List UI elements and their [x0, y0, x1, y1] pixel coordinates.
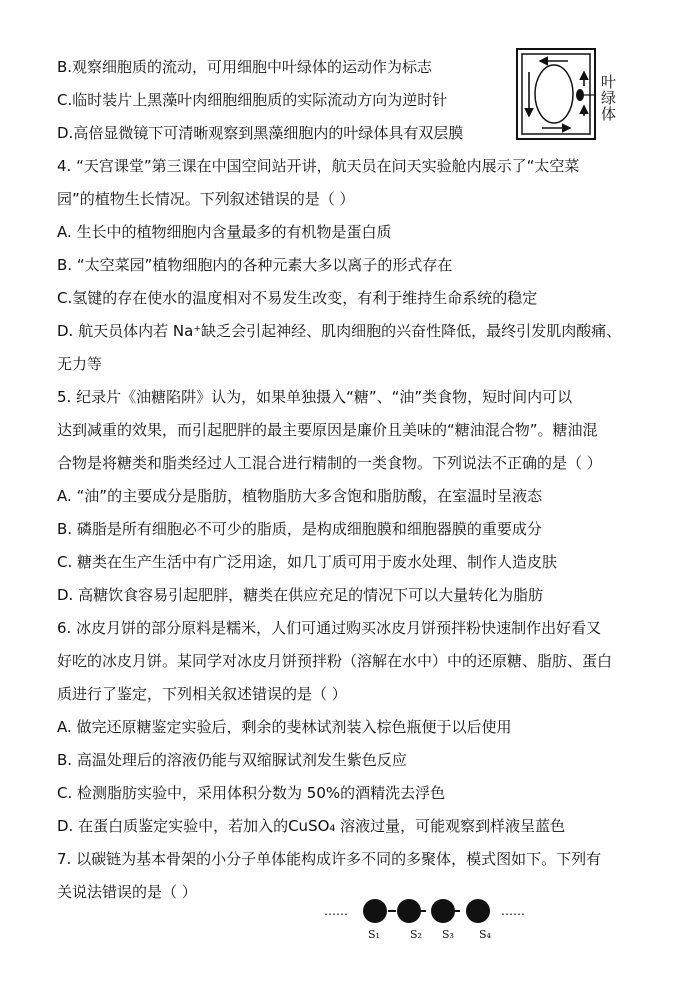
chloroplast-shape — [576, 89, 584, 101]
text-line-1: B.观察细胞质的流动，可用细胞中叶绿体的运动作为标志 — [57, 58, 433, 76]
vacuole-shape — [535, 65, 573, 123]
text-line-7: B. “太空菜园”植物细胞内的各种元素大多以离子的形式存在 — [57, 256, 453, 274]
monomer-label-s4: S₄ — [479, 928, 491, 941]
chloroplast-label-char-1: 叶 — [601, 73, 617, 91]
text-line-24: D. 在蛋白质鉴定实验中，若加入的CuSO₄ 溶液过量，可能观察到样液呈蓝色 — [57, 817, 566, 835]
text-line-18: 6. 冰皮月饼的部分原料是糯米，人们可通过购买冰皮月饼预拌粉快速制作出好看又 — [57, 619, 602, 637]
text-line-23: C. 检测脂肪实验中，采用体积分数为 50%的酒精洗去浮色 — [57, 784, 446, 802]
monomer-label-s3: S₃ — [442, 928, 454, 941]
text-line-19: 好吃的冰皮月饼。某同学对冰皮月饼预拌粉（溶解在水中）中的还原糖、脂肪、蛋白 — [57, 652, 613, 670]
monomer-s3 — [431, 899, 455, 923]
monomer-s4 — [466, 899, 490, 923]
monomer-label-s2: S₂ — [410, 928, 422, 941]
text-line-13: 合物是将糖类和脂类经过人工混合进行精制的一类食物。下列说法不正确的是（ ） — [57, 454, 602, 472]
text-line-9: D. 航天员体内若 Na⁺缺乏会引起神经、肌肉细胞的兴奋性降低，最终引发肌肉酸痛、 — [57, 322, 622, 340]
chain-dots-left: …… — [324, 904, 348, 918]
text-line-15: B. 磷脂是所有细胞必不可少的脂质，是构成细胞膜和细胞器膜的重要成分 — [57, 520, 542, 538]
text-line-8: C.氢键的存在使水的温度相对不易发生改变，有利于维持生命系统的稳定 — [57, 289, 538, 307]
chloroplast-label-char-2: 绿 — [601, 89, 617, 107]
polymer-chain-diagram — [318, 893, 538, 953]
monomer-s2 — [397, 899, 421, 923]
text-line-16: C. 糖类在生产生活中有广泛用途，如几丁质可用于废水处理、制作人造皮肤 — [57, 553, 558, 571]
text-line-6: A. 生长中的植物细胞内含量最多的有机物是蛋白质 — [57, 223, 392, 241]
text-line-20: 质进行了鉴定，下列相关叙述错误的是（ ） — [57, 685, 347, 703]
monomer-s1 — [363, 899, 387, 923]
text-line-26: 关说法错误的是（ ） — [57, 883, 197, 901]
text-line-21: A. 做完还原糖鉴定实验后，剩余的斐林试剂装入棕色瓶便于以后使用 — [57, 718, 512, 736]
text-line-11: 5. 纪录片《油糖陷阱》认为，如果单独摄入“糖”、“油”类食物，短时间内可以 — [57, 388, 573, 406]
text-line-12: 达到减重的效果，而引起肥胖的最主要原因是廉价且美味的“糖油混合物”。糖油混 — [57, 421, 598, 439]
text-line-2: C.临时装片上黑藻叶肉细胞细胞质的实际流动方向为逆时针 — [57, 91, 448, 109]
monomer-label-s1: S₁ — [368, 928, 380, 941]
chloroplast-label-char-3: 体 — [601, 105, 617, 123]
text-line-22: B. 高温处理后的溶液仍能与双缩脲试剂发生紫色反应 — [57, 751, 407, 769]
text-line-4: 4. “天宫课堂”第三课在中国空间站开讲，航天员在问天实验舱内展示了“太空菜 — [57, 157, 580, 175]
text-line-10: 无力等 — [57, 355, 103, 373]
chain-dots-right: …… — [501, 904, 525, 918]
cell-flow-diagram — [516, 48, 596, 140]
text-line-14: A. “油”的主要成分是脂肪，植物脂肪大多含饱和脂肪酸，在室温时呈液态 — [57, 487, 543, 505]
text-line-17: D. 高糖饮食容易引起肥胖，糖类在供应充足的情况下可以大量转化为脂肪 — [57, 586, 544, 604]
text-line-5: 园”的植物生长情况。下列叙述错误的是（ ） — [57, 190, 355, 208]
text-line-25: 7. 以碳链为基本骨架的小分子单体能构成许多不同的多聚体，模式图如下。下列有 — [57, 850, 602, 868]
text-line-3: D.高倍显微镜下可清晰观察到黑藻细胞内的叶绿体具有双层膜 — [57, 124, 464, 142]
